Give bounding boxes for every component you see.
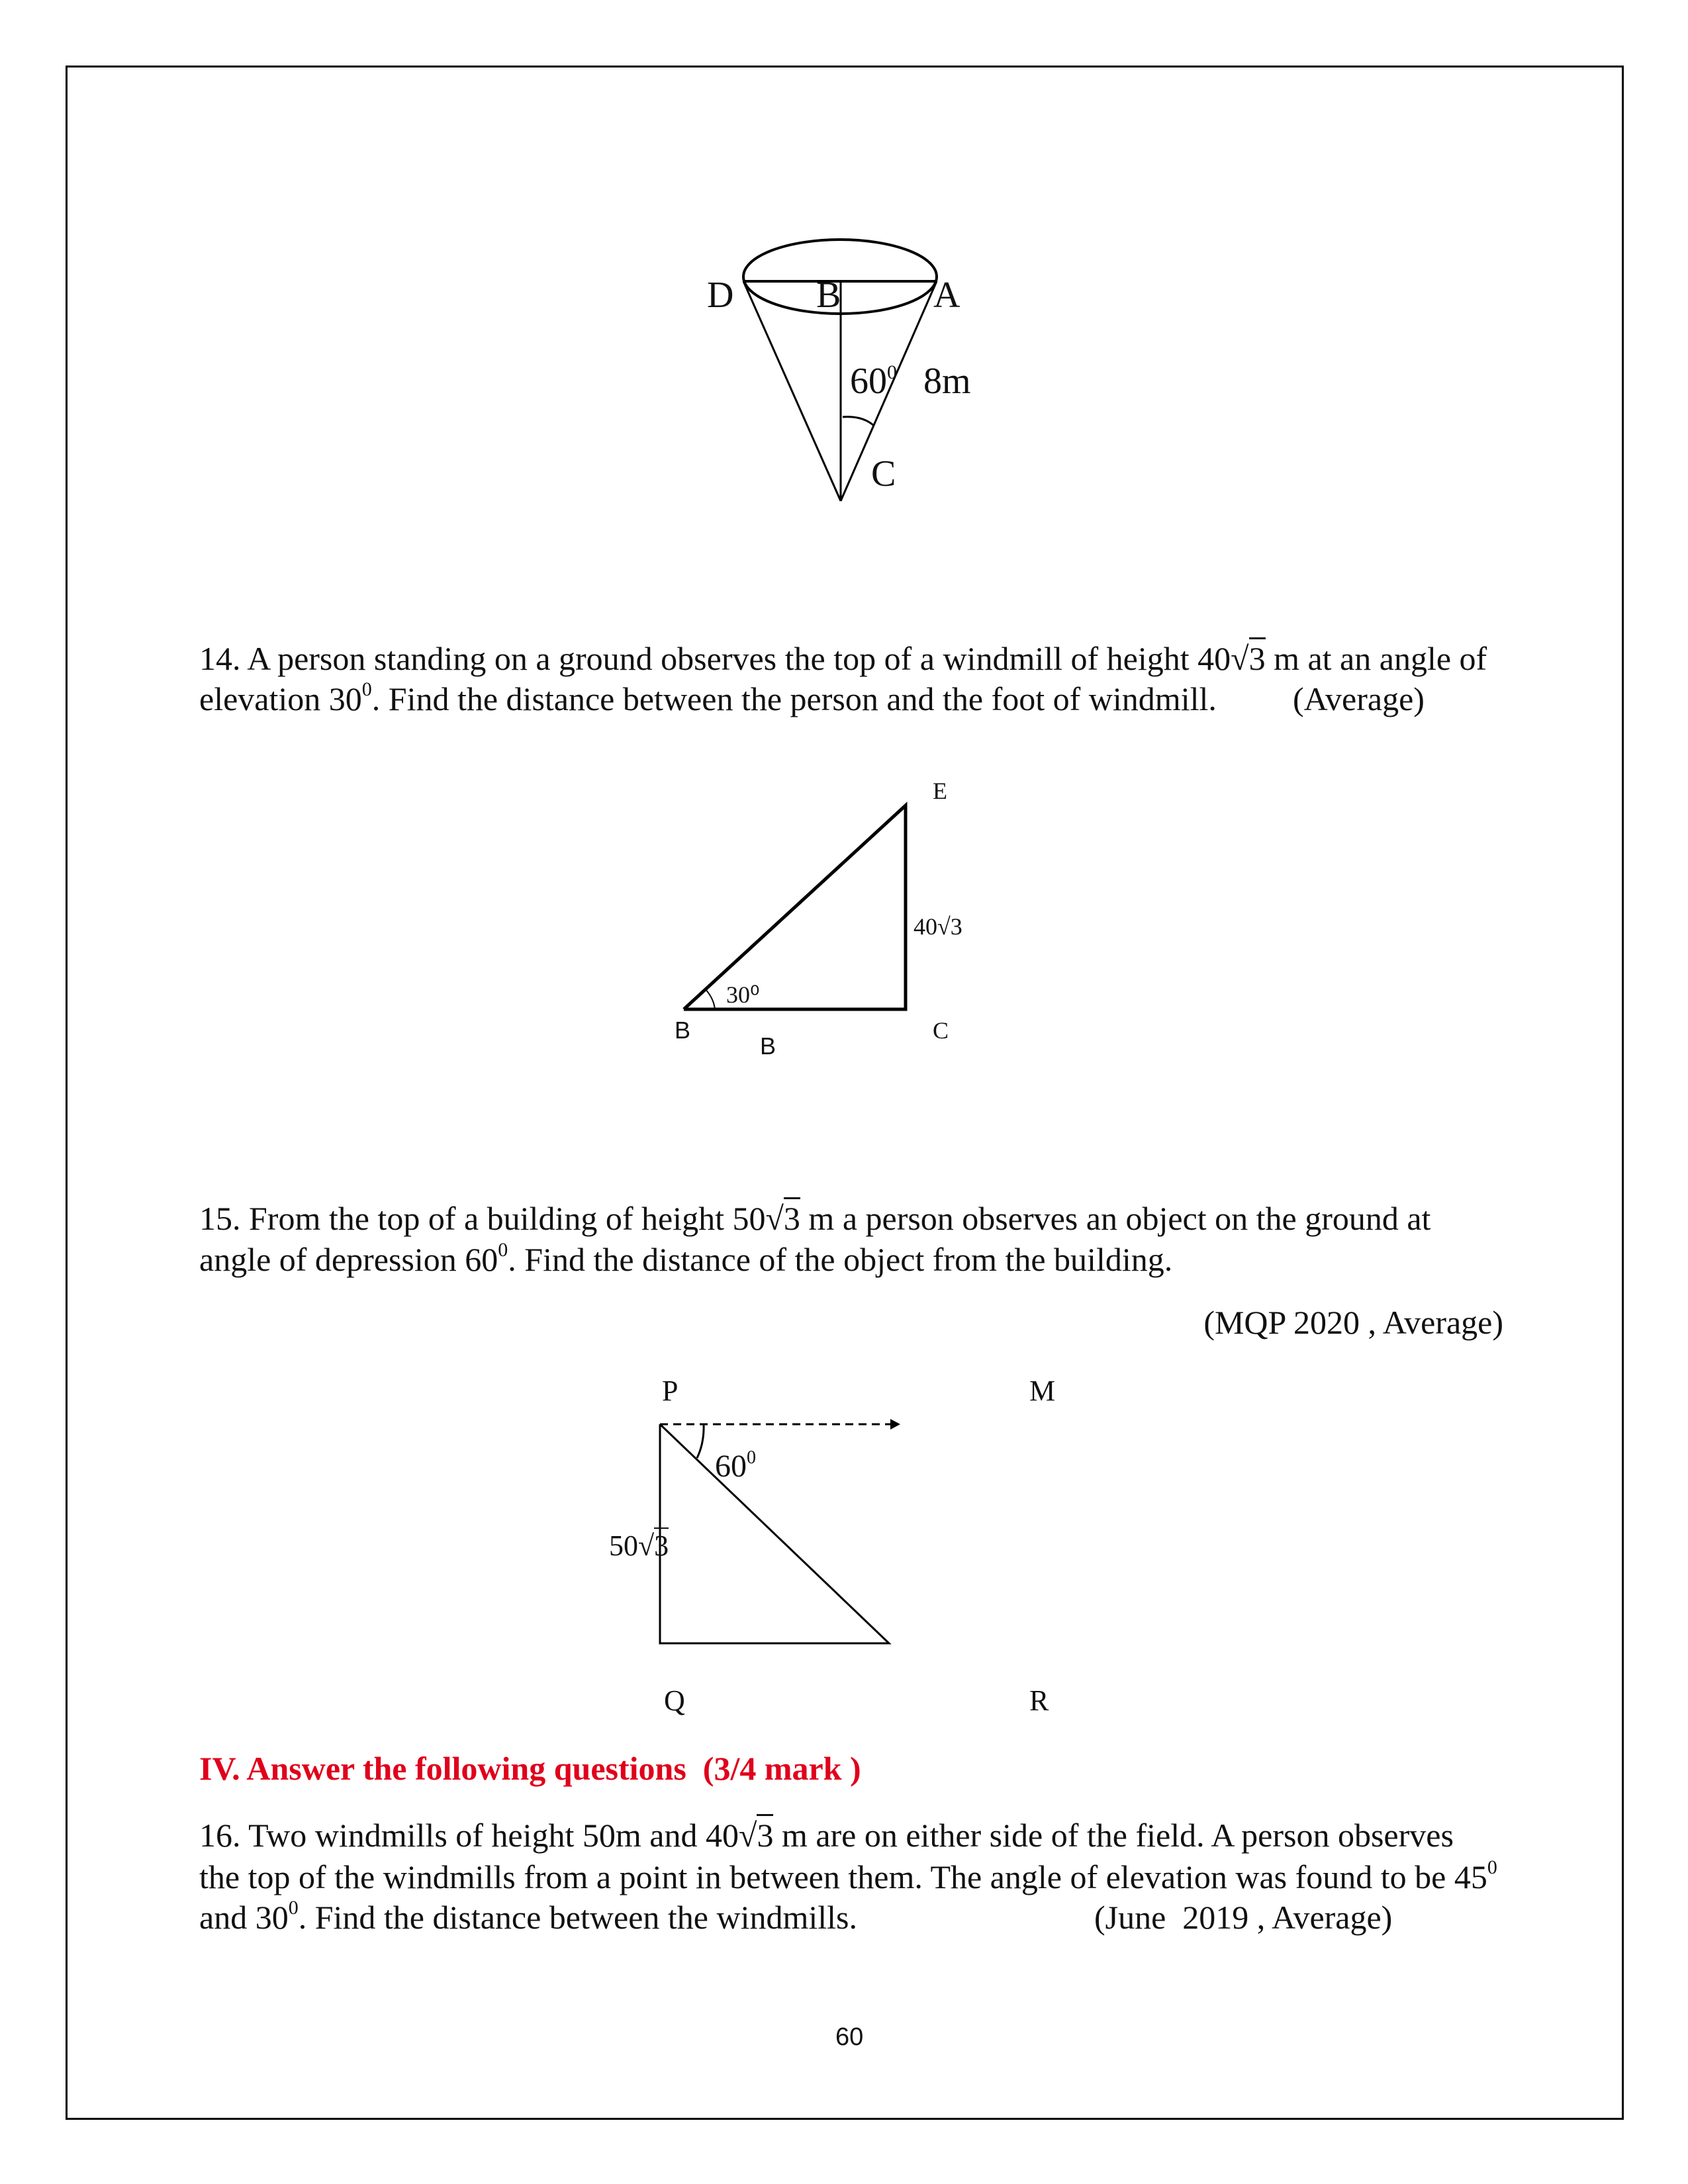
label-d: D <box>707 275 734 316</box>
q14-line-2: elevation $30^0$. Find the distance between the person and the foot of windmill. <box>199 678 1217 717</box>
label-angle-60: $60^0$ <box>850 361 897 402</box>
label-angle-60-depression: $60^0$ <box>715 1447 756 1484</box>
label-height-40root3: 40√3 <box>914 913 962 940</box>
label-height-50root3: 50√3 <box>609 1533 669 1559</box>
q16-source-tag: (June 2019 , Average) <box>1094 1899 1393 1936</box>
triangle-bce <box>684 805 906 1009</box>
label-e: E <box>933 778 947 804</box>
q16-line-3: and $30^0$. Find the distance between the windmills. <box>199 1897 857 1936</box>
label-q: Q <box>664 1684 685 1717</box>
q15-line-2: angle of depression $60^0$. Find the distance of the object from the building. <box>199 1239 1173 1278</box>
label-cut-off: B <box>675 1017 691 1044</box>
q16-line-2: the top of the windmills from a point in between them. The angle of elevation was found to be $45^0$ <box>199 1856 1497 1895</box>
q15-line-1: 15. From the top of a building of height 50√3 m a person observes an object on the ground at <box>199 1199 1430 1238</box>
label-m: M <box>1029 1375 1056 1407</box>
arrow-head-icon <box>890 1419 900 1430</box>
label-b2: B <box>760 1032 776 1060</box>
section-heading: IV. Answer the following questions (3/4 mark ) <box>199 1750 861 1787</box>
label-c: C <box>871 453 896 494</box>
label-r: R <box>1029 1684 1049 1717</box>
q14-line-1: 14. A person standing on a ground observes the top of a windmill of height 40√3 m at an angle of <box>199 639 1487 678</box>
page-number: 60 <box>835 2023 864 2051</box>
q14-difficulty-tag: (Average) <box>1293 680 1425 717</box>
label-b: B <box>816 275 841 316</box>
label-c2: C <box>933 1017 949 1044</box>
label-a: A <box>933 275 961 316</box>
label-p: P <box>662 1375 679 1407</box>
q15-source-tag: (MQP 2020 , Average) <box>1203 1304 1503 1341</box>
angle-arc-60 <box>843 417 874 426</box>
angle-arc-60-depression <box>697 1424 704 1458</box>
triangle-pqr <box>660 1424 889 1643</box>
label-angle-30: 30⁰ <box>726 981 760 1008</box>
label-slant-8m: 8m <box>923 361 971 402</box>
angle-arc-30 <box>705 989 715 1009</box>
q16-line-1: 16. Two windmills of height 50m and 40√3 m are on either side of the field. A person observes <box>199 1815 1454 1855</box>
